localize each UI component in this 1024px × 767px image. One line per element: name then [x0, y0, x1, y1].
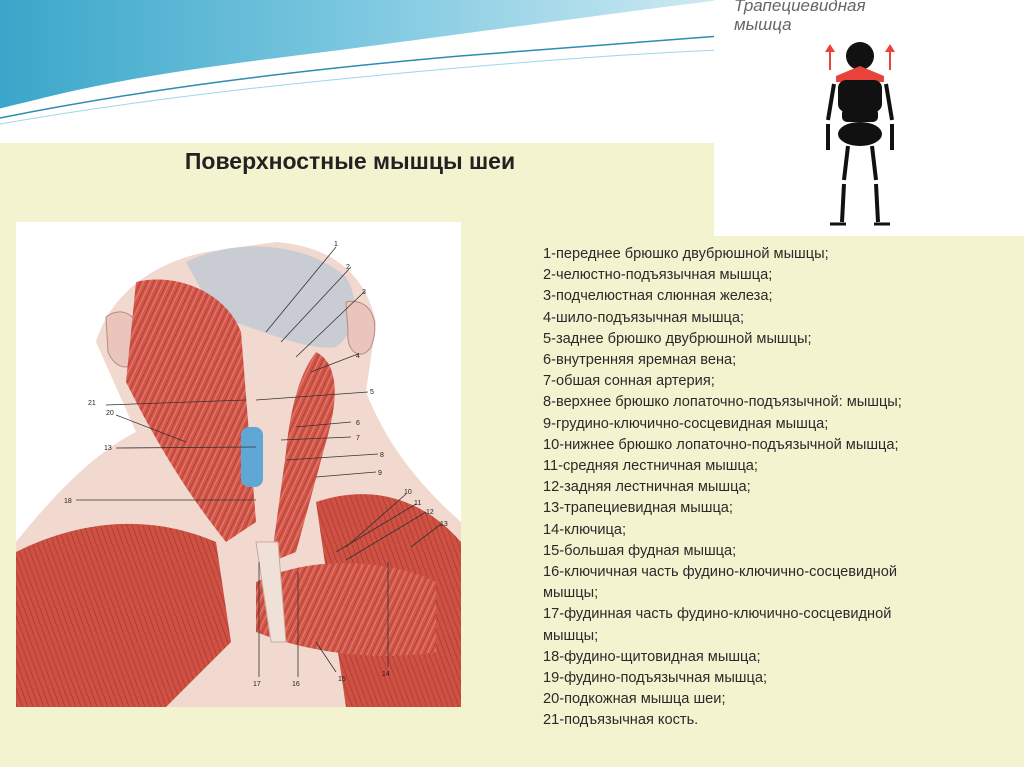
diagram-label-11: 11: [414, 500, 422, 507]
skeleton-figure-icon: [714, 0, 1024, 236]
legend-item: 14-ключица;: [543, 521, 627, 538]
legend-item: 5-заднее брюшко двубрюшной мышцы;: [543, 330, 812, 347]
legend-item: 11-средняя лестничная мышца;: [543, 458, 758, 475]
diagram-label-20: 20: [106, 410, 114, 417]
diagram-label-9: 9: [378, 470, 382, 477]
diagram-label-13-left: 13: [104, 445, 112, 452]
diagram-label-6: 6: [356, 420, 360, 427]
inset-title-line2: мышца: [734, 15, 792, 34]
diagram-label-15: 15: [338, 676, 346, 683]
legend-item: мышцы;: [543, 627, 599, 644]
neck-anatomy-drawing: [16, 222, 461, 707]
diagram-label-5: 5: [370, 389, 374, 396]
legend-item: 13-трапециевидная мышца;: [543, 500, 733, 517]
trapezius-inset: [714, 0, 1024, 236]
diagram-label-4: 4: [356, 353, 360, 360]
diagram-label-10: 10: [404, 489, 412, 496]
diagram-label-8: 8: [380, 452, 384, 459]
legend-item: 19-фудино-подъязычная мышца;: [543, 670, 768, 687]
legend-item: 12-задняя лестничная мышца;: [543, 479, 751, 496]
legend-item: 4-шило-подъязычная мышца;: [543, 309, 745, 326]
diagram-label-16: 16: [292, 681, 300, 688]
legend-item: 18-фудино-щитовидная мышца;: [543, 648, 761, 665]
legend-item: 15-большая фудная мышца;: [543, 542, 737, 559]
diagram-label-7: 7: [356, 435, 360, 442]
neck-muscles-illustration: [16, 222, 461, 707]
diagram-label-21: 21: [88, 400, 96, 407]
legend-item: 17-фудинная часть фудино-ключично-сосцевидной: [543, 606, 892, 623]
legend-item: 21-подъязычная кость.: [543, 712, 699, 729]
legend-item: 20-подкожная мышца шеи;: [543, 691, 726, 708]
legend-item: 16-ключичная часть фудино-ключично-сосцевидной: [543, 564, 898, 581]
legend-item: 7-обшая сонная артерия;: [543, 373, 715, 390]
legend-list: [543, 244, 1013, 732]
diagram-label-3: 3: [362, 289, 366, 296]
diagram-label-18: 18: [64, 498, 72, 505]
legend-item: мышцы;: [543, 585, 599, 602]
legend-item: 9-грудино-ключично-сосцевидная мышца;: [543, 415, 829, 432]
diagram-label-14: 14: [382, 671, 390, 678]
legend-item: 2-челюстно-подъязычная мышца;: [543, 267, 773, 284]
legend-item: 6-внутренняя яремная вена;: [543, 352, 737, 369]
legend-item: 1-переднее брюшко двубрюшной мышцы;: [543, 246, 829, 262]
inset-title-line1: Трапециевидная: [734, 0, 866, 15]
diagram-label-12: 12: [426, 509, 434, 516]
diagram-label-13-right: 13: [440, 521, 448, 528]
legend-item: 8-верхнее брюшко лопаточно-подъязычной: мышцы;: [543, 394, 902, 411]
legend-item: 3-подчелюстная слюнная железа;: [543, 288, 773, 305]
diagram-label-17: 17: [253, 681, 261, 688]
slide-title: Поверхностные мышцы шеи: [184, 148, 516, 174]
diagram-label-2: 2: [346, 264, 350, 271]
diagram-label-1: 1: [334, 241, 338, 248]
legend-item: 10-нижнее брюшко лопаточно-подъязычной мышца;: [543, 436, 899, 453]
